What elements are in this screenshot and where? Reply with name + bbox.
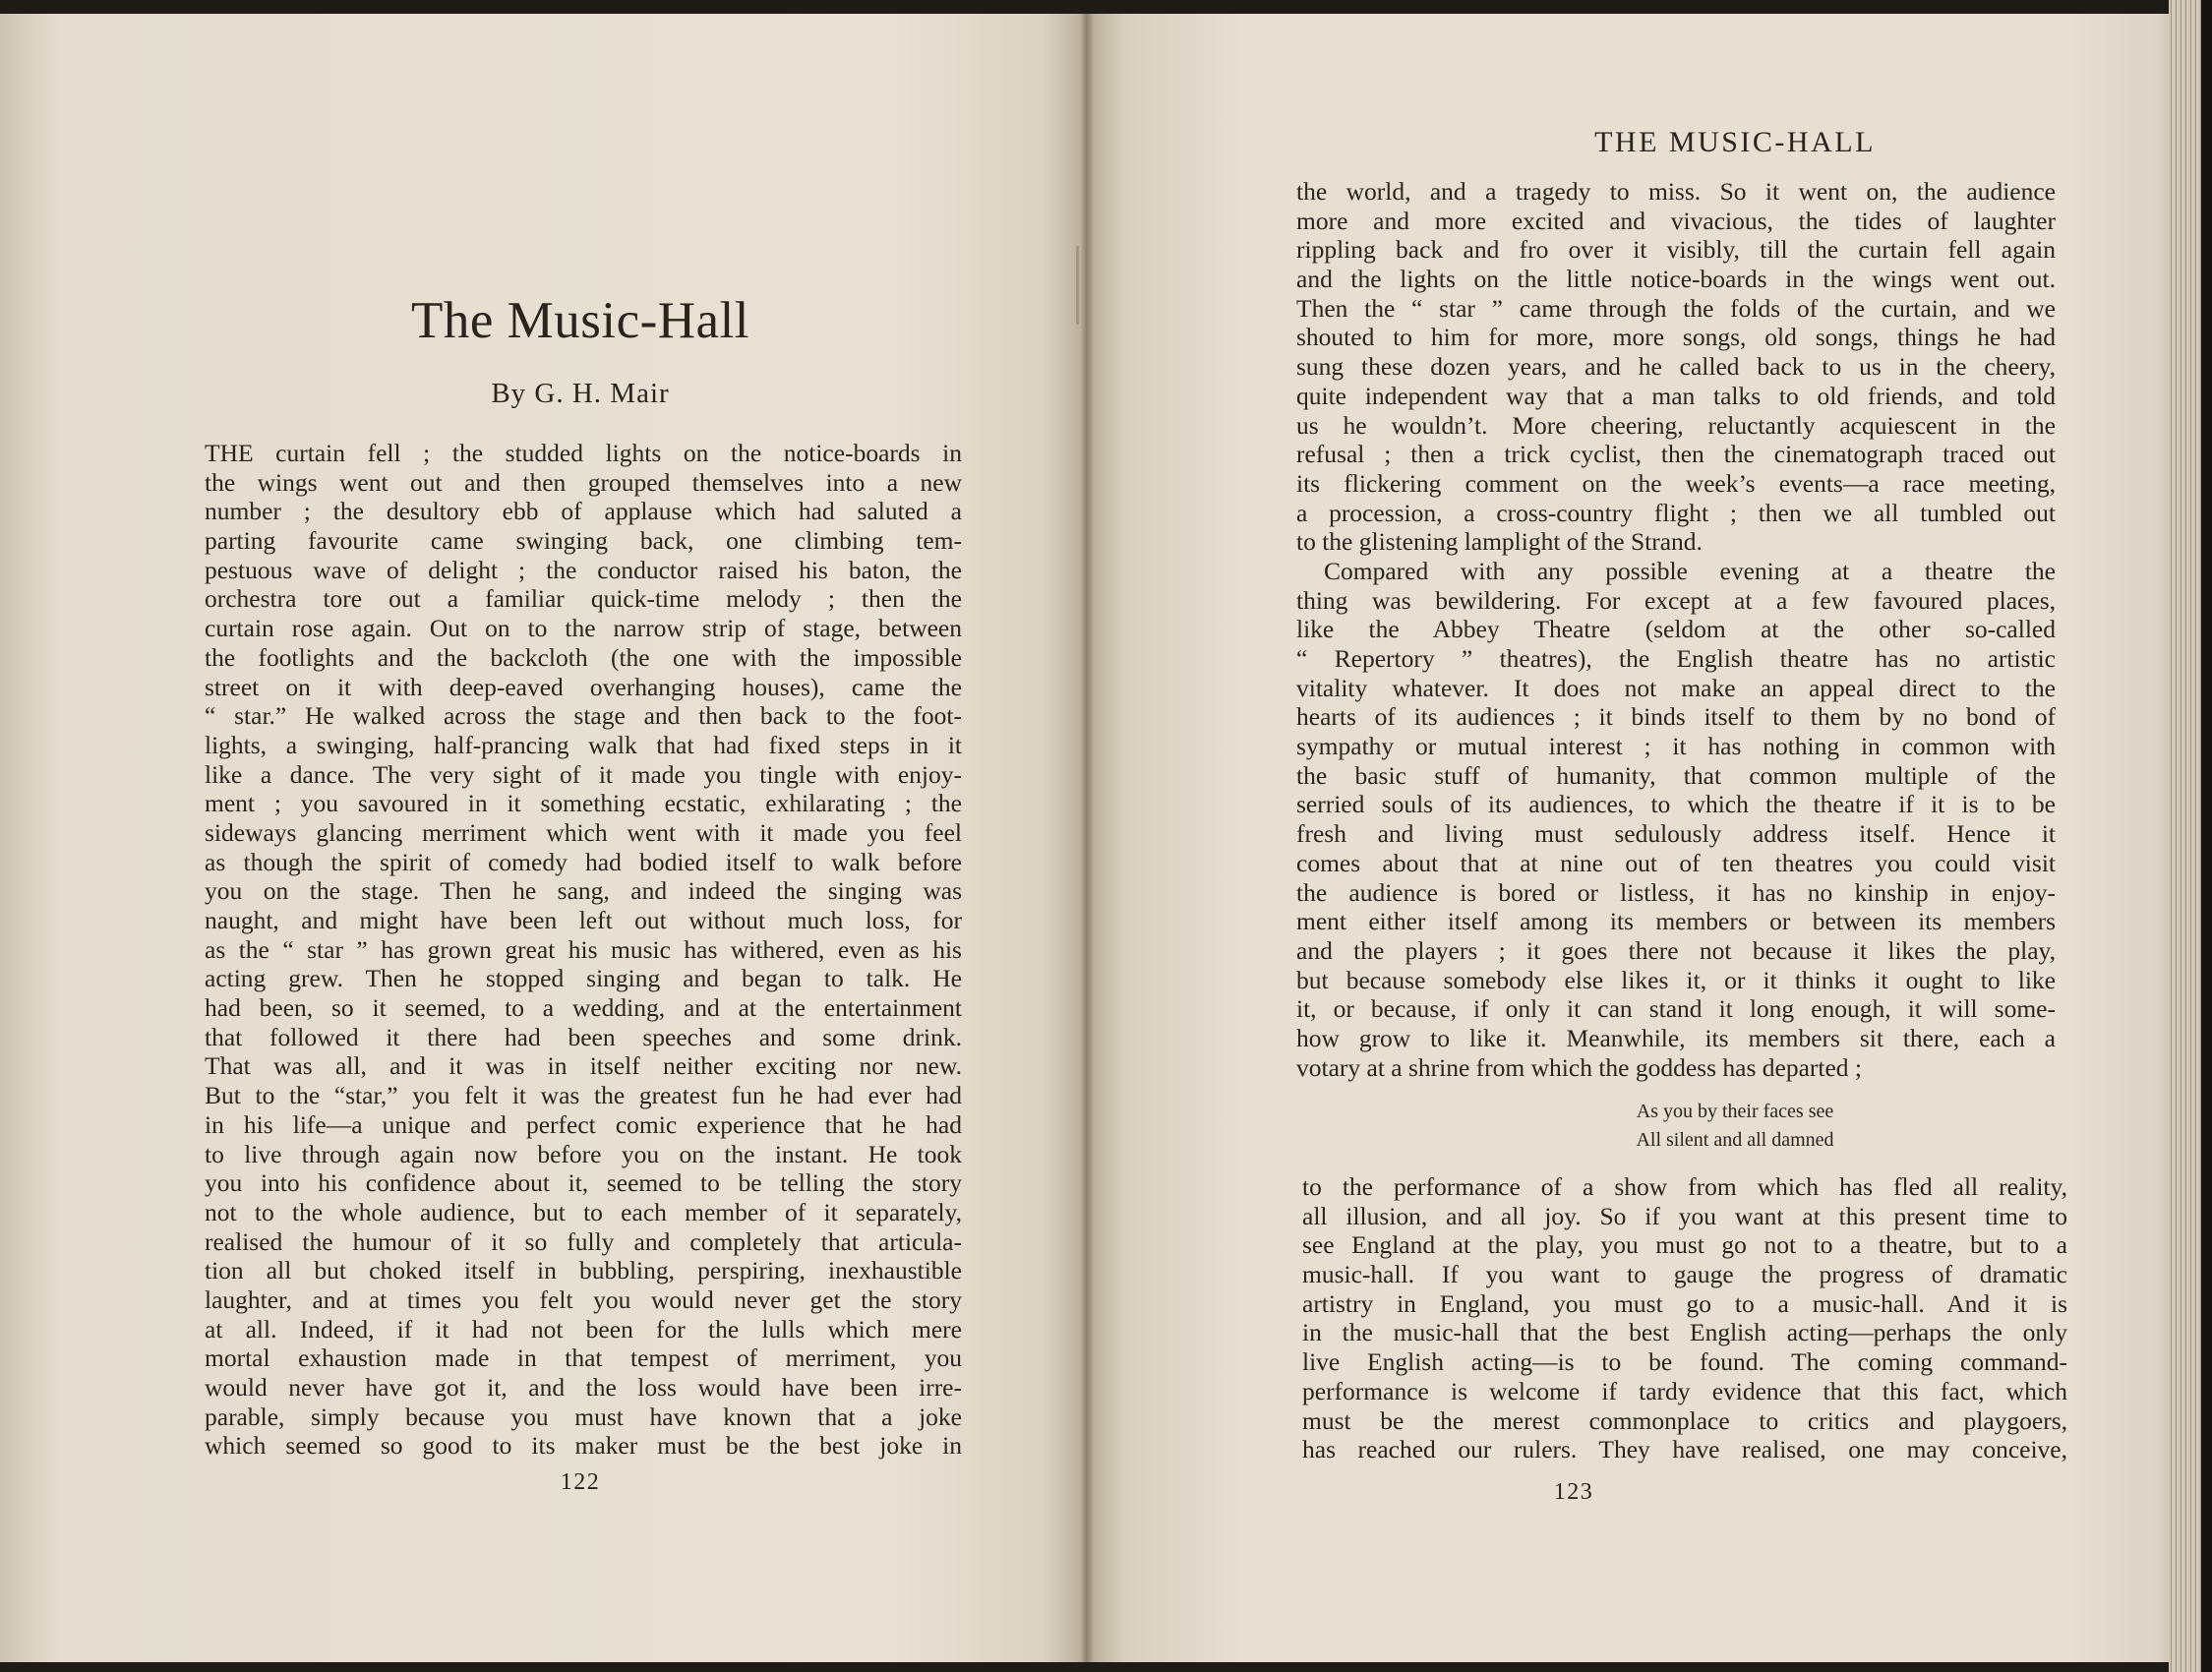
text-line: parable, simply because you must have known that a joke [205,1402,962,1431]
text-line: all illusion, and all joy. So if you want at this present time to [1302,1201,2067,1230]
text-line: you on the stage. Then he sang, and indeed the singing was [205,876,962,906]
text-line: like a dance. The very sight of it made you tingle with enjoy- [205,759,962,789]
text-line: naught, and might have been left out without much loss, for [205,906,962,934]
text-line: pestuous wave of delight ; the conductor raised his baton, the [205,555,962,584]
text-line: lights, a swinging, half-prancing walk that had fixed steps in it [205,730,962,759]
text-line: But to the “star,” you felt it was the greatest fun he had ever had [205,1081,962,1110]
text-line: votary at a shrine from which the goddess has departed ; [1296,1052,1862,1082]
gutter-crease [1076,246,1079,325]
left-page [0,14,1086,1662]
text-line: would never have got it, and the loss would have been irre- [205,1373,962,1402]
text-line: curtain rose again. Out on to the narrow strip of stage, between [205,614,962,643]
text-line: sideways glancing merriment which went with it made you feel [205,817,962,847]
verse-quotation [1361,1098,2109,1155]
text-line: the basic stuff of humanity, that common multiple of the [1296,760,2056,790]
text-line: it, or because, if only it can stand it long enough, it will some- [1296,994,2056,1024]
text-line: the audience is bored or listless, it has no kinship in enjoy- [1296,877,2056,907]
text-line: its flickering comment on the week’s events—a race meeting, [1296,468,2056,498]
text-line: at all. Indeed, if it had not been for the lulls which mere [205,1314,962,1344]
text-line: had been, so it seemed, to a wedding, and at the entertainment [205,993,962,1023]
text-line: number ; the desultory ebb of applause which had saluted a [205,497,962,526]
text-line: to the glistening lamplight of the Strand. [1296,527,1703,557]
right-body-text-upper [1296,177,2056,1082]
text-line: shouted to him for more, more songs, old songs, things he had [1296,323,2056,352]
text-line: “ star.” He walked across the stage and then back to the foot- [205,701,962,731]
quotation-line: All silent and all damned [1636,1129,1834,1151]
text-line: as though the spirit of comedy had bodied itself to walk before [205,847,962,876]
text-line: realised the humour of it so fully and completely that articula- [205,1226,962,1256]
text-line: artistry in England, you must go to a music-hall. And it is [1302,1288,2067,1318]
text-line: serried souls of its audiences, to which the theatre if it is to be [1296,790,2056,819]
text-line: in the music-hall that the best English acting—perhaps the only [1302,1318,2067,1347]
text-line: orchestra tore out a familiar quick-time melody ; then the [205,584,962,614]
text-line: and the players ; it goes there not because it likes the play, [1296,935,2056,965]
text-line: mortal exhaustion made in that tempest of merriment, you [205,1344,962,1373]
byline: By G. H. Mair [491,378,670,409]
text-line: must be the merest commonplace to critics and playgoers, [1302,1405,2067,1435]
text-line: a procession, a cross-country flight ; then we all tumbled out [1296,498,2056,527]
book-cover-edge [2201,0,2212,1672]
text-line: fresh and living must sedulously address itself. Hence it [1296,819,2056,849]
text-line: sympathy or mutual interest ; it has nothing in common with [1296,732,2056,761]
text-line: as the “ star ” has grown great his music has withered, even as his [205,934,962,964]
text-line: to live through again now before you on the instant. He took [205,1139,962,1168]
text-line: Compared with any possible evening at a theatre the [1324,556,2056,585]
text-line: Then the “ star ” came through the folds of the curtain, and we [1296,293,2056,323]
text-line: and the lights on the little notice-boards in the wings went out. [1296,265,2056,294]
text-line: the wings went out and then grouped themselves into a new [205,467,962,497]
running-head: THE MUSIC-HALL [1594,126,1876,158]
text-line: vitality whatever. It does not make an appeal direct to the [1296,673,2056,702]
text-line: rippling back and fro over it visibly, till the curtain fell again [1296,235,2056,265]
text-line: but because somebody else likes it, or it thinks it ought to like [1296,965,2056,994]
text-line: that followed it there had been speeches and some drink. [205,1022,962,1051]
text-line: how grow to like it. Meanwhile, its members sit there, each a [1296,1023,2056,1052]
text-line: to the performance of a show from which has fled all reality, [1302,1172,2067,1201]
text-line: has reached our rulers. They have realised, one may conceive, [1302,1435,2067,1464]
book-gutter [1080,14,1094,1662]
text-line: us he wouldn’t. More cheering, reluctantly acquiescent in the [1296,410,2056,440]
article-title: The Music-Hall [410,292,750,349]
page-number: 122 [560,1469,601,1495]
text-line: ment ; you savoured in it something ecstatic, exhilarating ; the [205,789,962,818]
text-line: THE curtain fell ; the studded lights on the notice-boards in [205,439,962,467]
quotation-line: As you by their faces see [1636,1101,1834,1122]
text-line: sung these dozen years, and he called back to us in the cheery, [1296,352,2056,382]
text-line: acting grew. Then he stopped singing and began to talk. He [205,964,962,993]
text-line: ment either itself among its members or between its members [1296,907,2056,936]
left-body-text [205,439,962,1461]
text-line: the footlights and the backcloth (the one with the impossible [205,642,962,672]
text-line: live English acting—is to be found. The coming command- [1302,1347,2067,1377]
text-line: more and more excited and vivacious, the tides of laughter [1296,206,2056,235]
text-line: which seemed so good to its maker must be the best joke in [205,1431,962,1461]
text-line: tion all but choked itself in bubbling, perspiring, inexhaustible [205,1256,962,1285]
right-body-text-lower [1302,1172,2067,1464]
text-line: comes about that at nine out of ten theatres you could visit [1296,848,2056,877]
page-number: 123 [1553,1479,1594,1505]
text-line: you into his confidence about it, seemed to be telling the story [205,1168,962,1198]
text-line: street on it with deep-eaved overhanging houses), came the [205,672,962,701]
text-line: That was all, and it was in itself neither exciting nor new. [205,1051,962,1081]
text-line: parting favourite came swinging back, one climbing tem- [205,526,962,556]
right-page [1086,14,2178,1662]
text-line: refusal ; then a trick cyclist, then the cinematograph traced out [1296,440,2056,469]
text-line: laughter, and at times you felt you would never get the story [205,1284,962,1314]
text-line: quite independent way that a man talks to old friends, and told [1296,381,2056,410]
text-line: in his life—a unique and perfect comic experience that he had [205,1109,962,1139]
text-line: like the Abbey Theatre (seldom at the other so-called [1296,615,2056,644]
text-line: see England at the play, you must go not to a theatre, but to a [1302,1230,2067,1260]
text-line: “ Repertory ” theatres), the English theatre has no artistic [1296,644,2056,673]
text-line: thing was bewildering. For except at a few favoured places, [1296,585,2056,615]
text-line: performance is welcome if tardy evidence that this fact, which [1302,1376,2067,1405]
text-line: music-hall. If you want to gauge the progress of dramatic [1302,1260,2067,1289]
text-line: not to the whole audience, but to each member of it separately, [205,1197,962,1226]
text-line: the world, and a tragedy to miss. So it went on, the audience [1296,177,2056,206]
text-line: hearts of its audiences ; it binds itself to them by no bond of [1296,702,2056,732]
